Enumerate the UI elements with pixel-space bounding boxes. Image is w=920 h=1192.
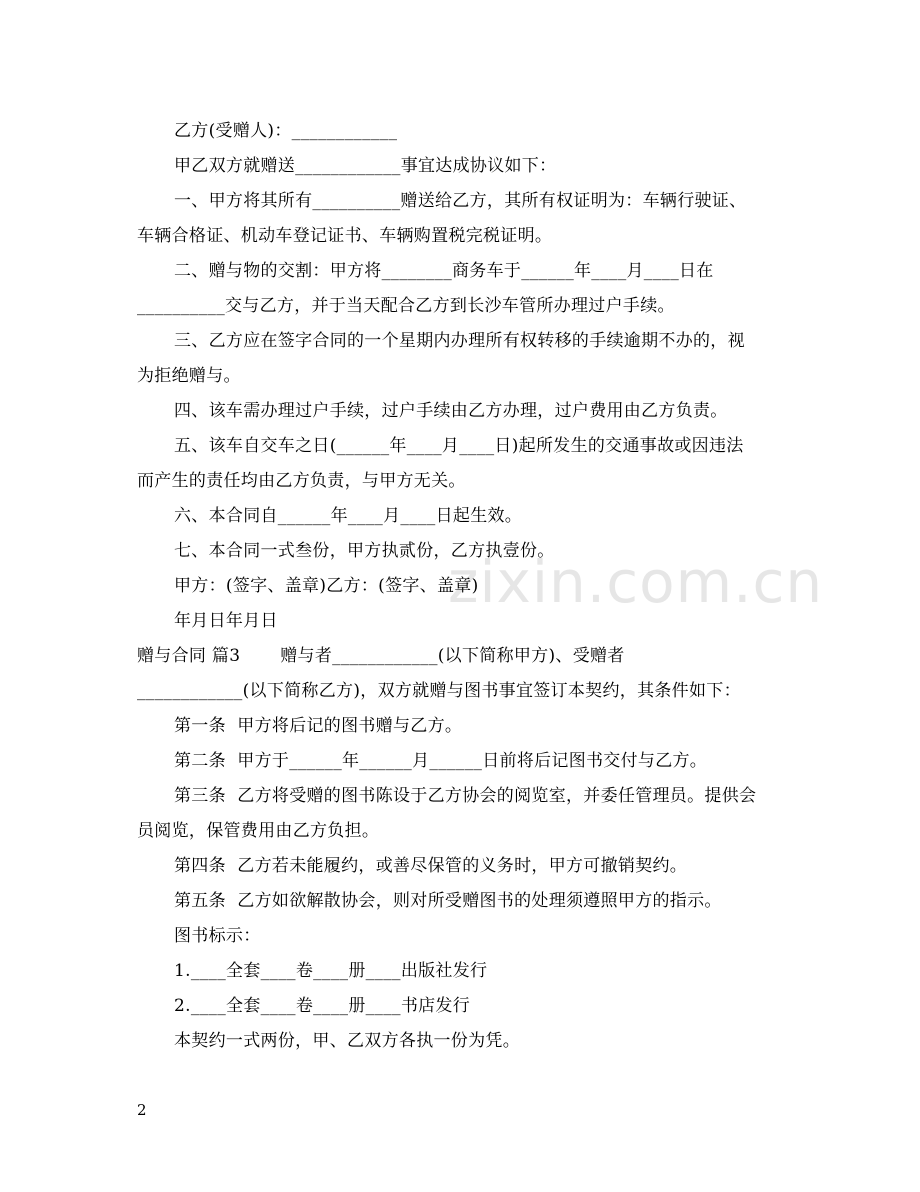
book-item-2: 2.____全套____卷____册____书店发行 <box>174 996 471 1016</box>
article-3-cont: 员阅览，保管费用由乙方负担。 <box>137 821 380 841</box>
contract-3-heading: 赠与合同 篇3 赠与者____________(以下简称甲方)、受赠者 <box>137 646 625 666</box>
article-5: 第五条 乙方如欲解散协会，则对所受赠图书的处理须遵照甲方的指示。 <box>174 891 722 911</box>
clause-4: 四、该车需办理过户手续，过户手续由乙方办理，过户费用由乙方负责。 <box>174 401 728 421</box>
party-b-line: 乙方(受赠人)：____________ <box>174 121 398 141</box>
book-item-1: 1.____全套____卷____册____出版社发行 <box>174 961 488 981</box>
clause-5: 五、该车自交车之日(______年____月____日)起所发生的交通事故或因违法 <box>174 436 744 456</box>
clause-5-cont: 而产生的责任均由乙方负责，与甲方无关。 <box>137 471 466 491</box>
article-3: 第三条 乙方将受赠的图书陈设于乙方协会的阅览室，并委任管理员。提供会 <box>174 786 757 806</box>
clause-3-cont: 为拒绝赠与。 <box>137 366 241 386</box>
article-2: 第二条 甲方于______年______月______日前将后记图书交付与乙方。 <box>174 751 708 771</box>
page-number: 2 <box>137 1101 147 1119</box>
signature-line: 甲方：(签字、盖章)乙方：(签字、盖章) <box>174 576 479 596</box>
clause-1-cont: 车辆合格证、机动车登记证书、车辆购置税完税证明。 <box>137 226 553 246</box>
closing-line: 本契约一式两份，甲、乙双方各执一份为凭。 <box>174 1031 520 1051</box>
clause-2: 二、赠与物的交割：甲方将________商务车于______年____月____日在 <box>174 261 714 281</box>
clause-1: 一、甲方将其所有__________赠送给乙方，其所有权证明为：车辆行驶证、 <box>174 191 747 211</box>
clause-2-cont: __________交与乙方，并于当天配合乙方到长沙车管所办理过户手续。 <box>137 296 675 316</box>
date-line: 年月日年月日 <box>174 611 278 631</box>
clause-3: 三、乙方应在签字合同的一个星期内办理所有权转移的手续逾期不办的，视 <box>174 331 745 351</box>
clause-7: 七、本合同一式叁份，甲方执贰份，乙方执壹份。 <box>174 541 555 561</box>
article-4: 第四条 乙方若未能履约，或善尽保管的义务时，甲方可撤销契约。 <box>174 856 688 876</box>
contract-3-heading-cont: ____________(以下简称乙方)，双方就赠与图书事宜签订本契约，其条件如下： <box>137 681 741 701</box>
book-list-heading: 图书标示： <box>174 926 261 946</box>
article-1: 第一条 甲方将后记的图书赠与乙方。 <box>174 716 463 736</box>
clause-6: 六、本合同自______年____月____日起生效。 <box>174 506 523 526</box>
agreement-intro: 甲乙双方就赠送____________事宜达成协议如下： <box>174 156 557 176</box>
watermark: zixin.com.cn <box>448 548 824 616</box>
